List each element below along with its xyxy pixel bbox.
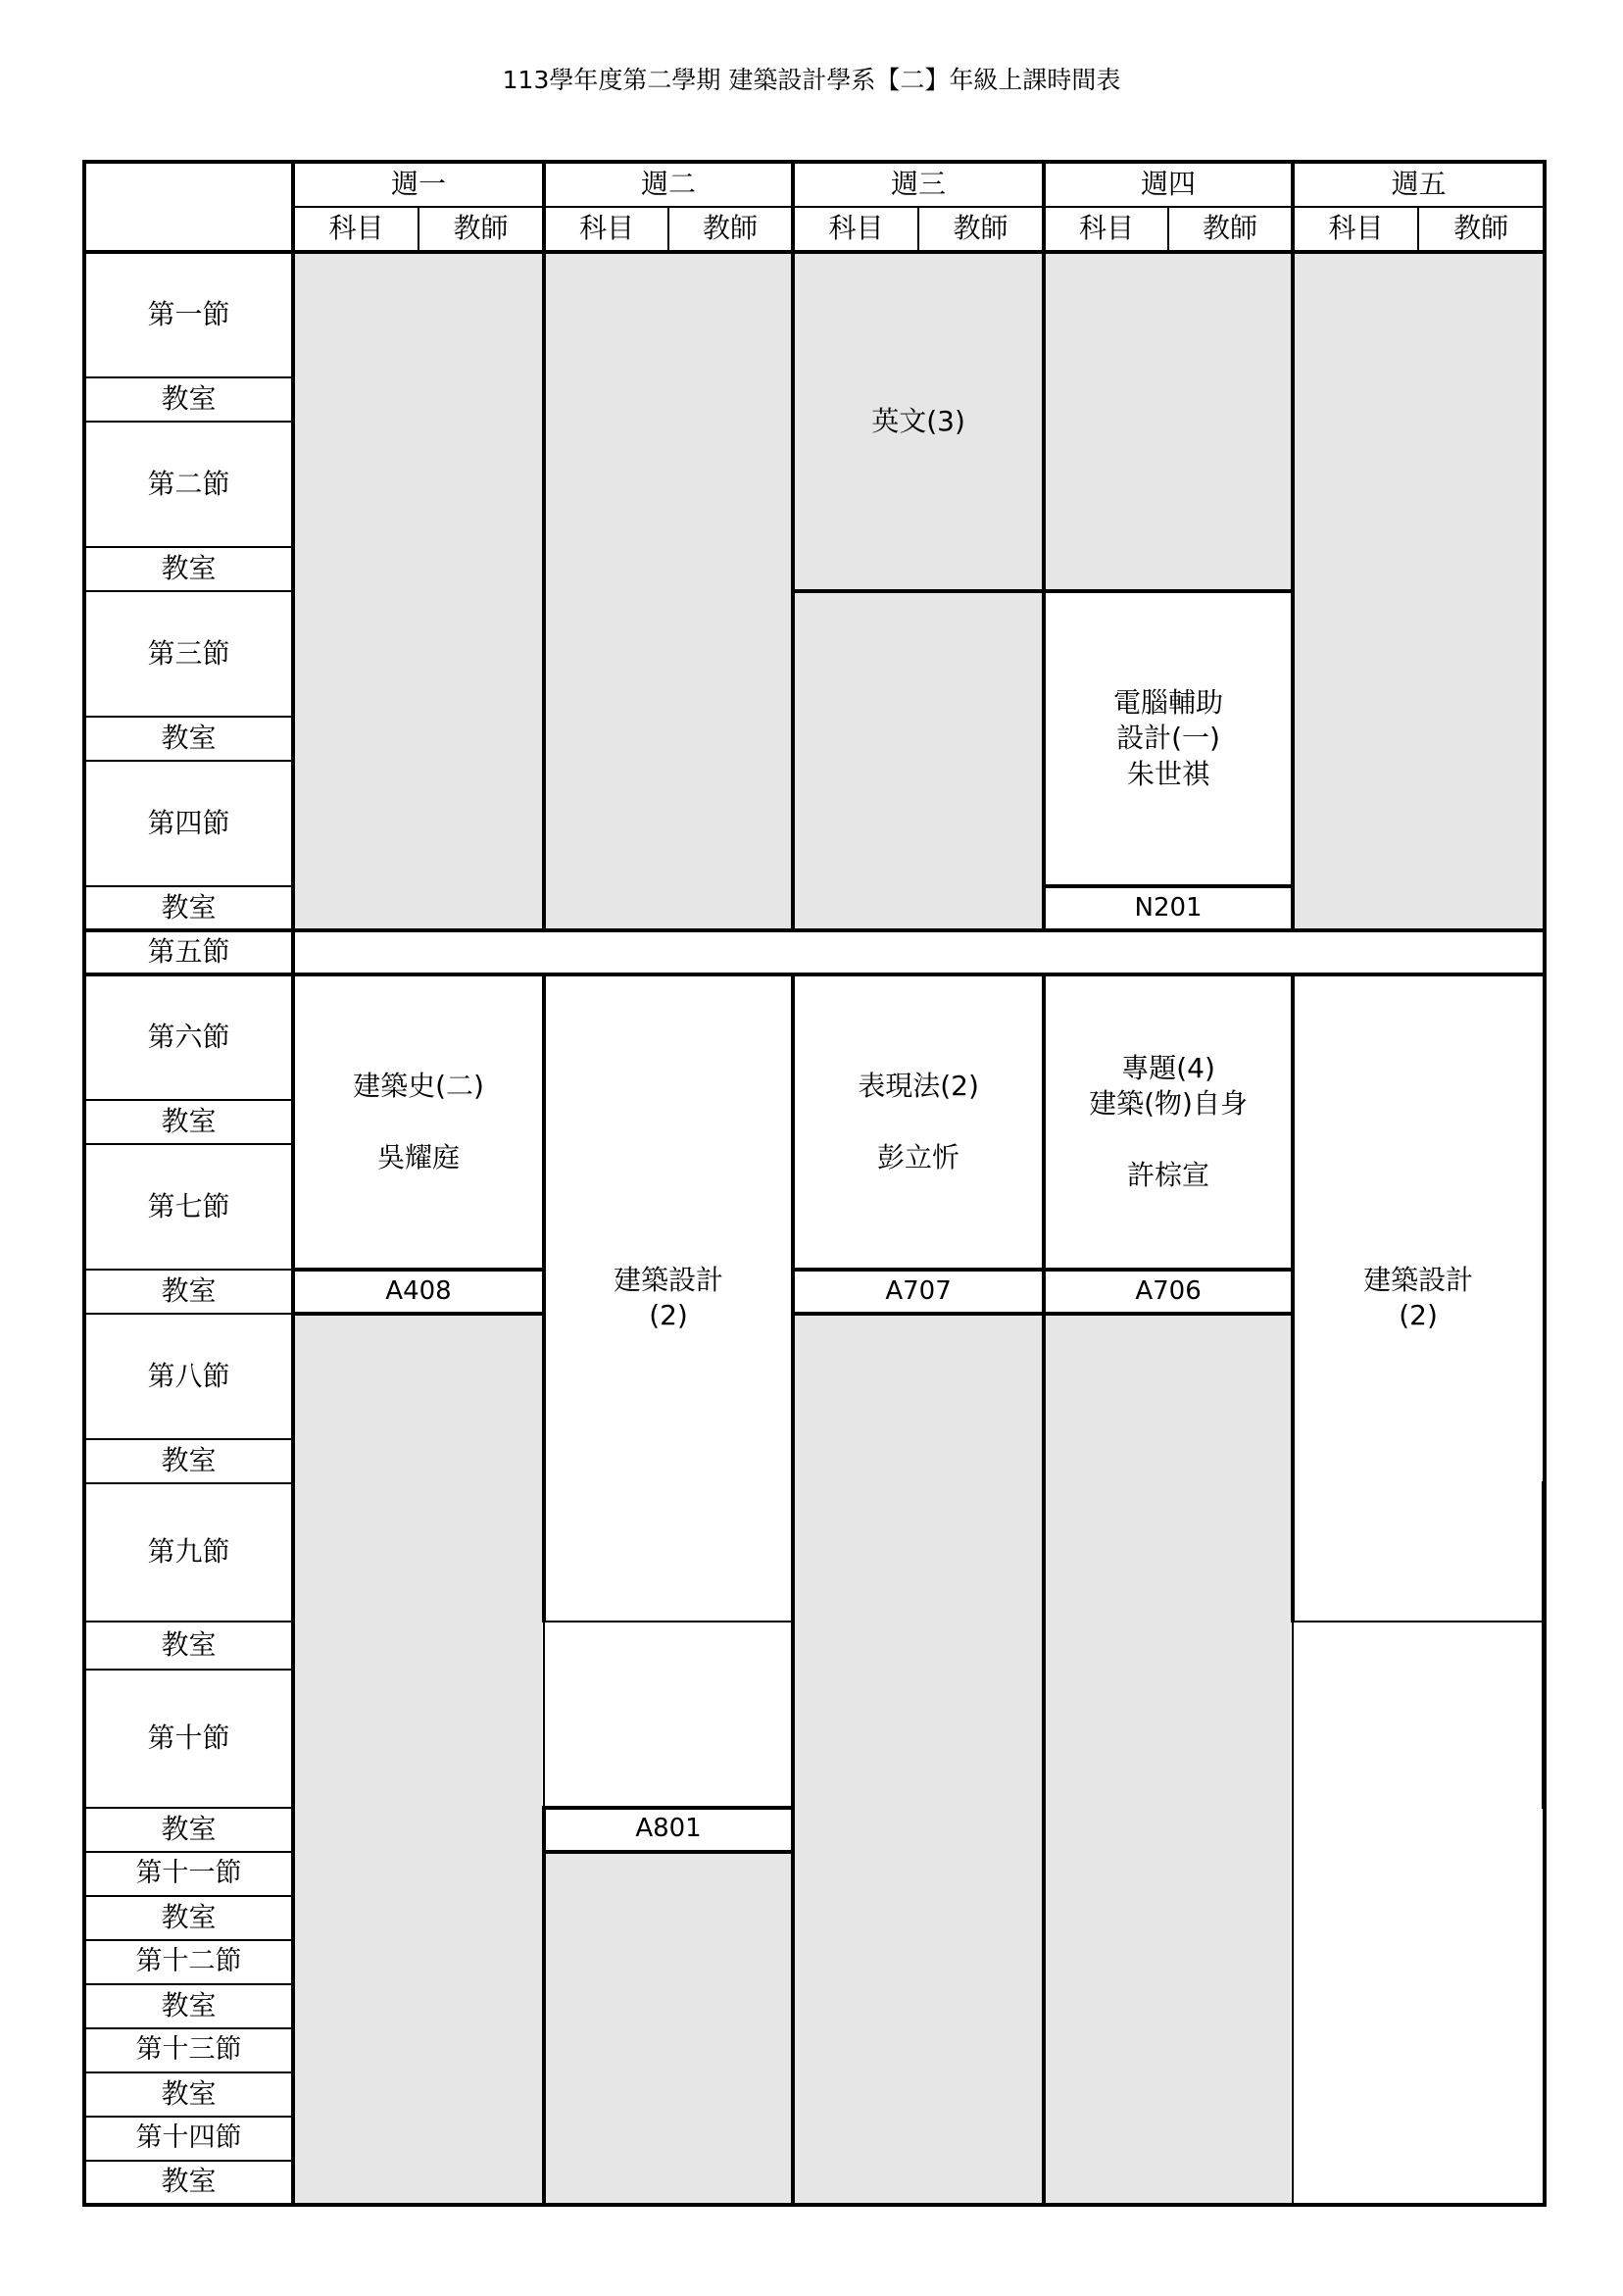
period-label: 第四節 xyxy=(84,761,293,886)
subject-header: 科目 xyxy=(1044,207,1168,252)
period-label: 第七節 xyxy=(84,1144,293,1270)
teacher-header: 教師 xyxy=(1418,207,1544,252)
room-label: 教室 xyxy=(84,886,293,930)
room-cell: A706 xyxy=(1044,1270,1293,1314)
room-cell: A408 xyxy=(293,1270,544,1314)
room-label: 教室 xyxy=(84,1984,293,2028)
room-label: 教室 xyxy=(84,1896,293,1940)
course-cell: 表現法(2) 彭立忻 xyxy=(793,974,1044,1270)
day-header-thu: 週四 xyxy=(1044,162,1293,207)
page-title: 113學年度第二學期 建築設計學系【二】年級上課時間表 xyxy=(502,66,1121,94)
period-label: 第八節 xyxy=(84,1314,293,1439)
room-label: 教室 xyxy=(84,547,293,591)
teacher-header: 教師 xyxy=(1168,207,1293,252)
period-label: 第九節 xyxy=(84,1483,293,1622)
course-cell: 專題(4) 建築(物)自身 許棕宣 xyxy=(1044,974,1293,1270)
empty-slot xyxy=(544,1852,793,2205)
course-cell: 英文(3) xyxy=(793,252,1044,591)
subject-header: 科目 xyxy=(544,207,668,252)
empty-slot xyxy=(544,252,793,930)
empty-slot xyxy=(293,252,544,930)
course-cell: 建築設計 (2) xyxy=(544,974,793,1622)
empty-slot xyxy=(1044,252,1293,591)
course-cell: 建築設計 (2) xyxy=(1293,974,1544,1622)
day-header-wed: 週三 xyxy=(793,162,1044,207)
room-label: 教室 xyxy=(84,2161,293,2205)
room-label: 教室 xyxy=(84,377,293,422)
period-label: 第十節 xyxy=(84,1670,293,1808)
room-label: 教室 xyxy=(84,1622,293,1670)
subject-header: 科目 xyxy=(293,207,418,252)
period-label: 第十二節 xyxy=(84,1940,293,1984)
corner-cell xyxy=(84,162,293,252)
empty-slot xyxy=(793,1314,1044,2205)
period-label: 第一節 xyxy=(84,252,293,377)
period-label: 第十四節 xyxy=(84,2117,293,2161)
day-header-tue: 週二 xyxy=(544,162,793,207)
course-cell: 電腦輔助 設計(一) 朱世祺 xyxy=(1044,591,1293,886)
lunch-break-row xyxy=(293,930,1544,974)
subject-header: 科目 xyxy=(793,207,918,252)
room-label: 教室 xyxy=(84,1270,293,1314)
room-cell: N201 xyxy=(1044,886,1293,930)
room-label: 教室 xyxy=(84,1439,293,1483)
room-label: 教室 xyxy=(84,1808,293,1852)
day-header-mon: 週一 xyxy=(293,162,544,207)
day-header-fri: 週五 xyxy=(1293,162,1544,207)
room-label: 教室 xyxy=(84,1100,293,1144)
room-cell: A707 xyxy=(793,1270,1044,1314)
period-label: 第二節 xyxy=(84,422,293,547)
period-label: 第五節 xyxy=(84,930,293,974)
room-label: 教室 xyxy=(84,2072,293,2117)
course-cell: 建築史(二) 吳耀庭 xyxy=(293,974,544,1270)
empty-slot xyxy=(1293,252,1544,930)
teacher-header: 教師 xyxy=(418,207,544,252)
empty-slot xyxy=(793,591,1044,930)
period-label: 第三節 xyxy=(84,591,293,717)
room-label: 教室 xyxy=(84,717,293,761)
period-label: 第十一節 xyxy=(84,1852,293,1896)
empty-slot xyxy=(293,1314,544,2205)
empty-slot xyxy=(1044,1314,1293,2205)
period-label: 第十三節 xyxy=(84,2028,293,2072)
teacher-header: 教師 xyxy=(668,207,793,252)
teacher-header: 教師 xyxy=(918,207,1044,252)
timetable xyxy=(82,160,1547,2207)
room-cell: A801 xyxy=(544,1808,793,1852)
subject-header: 科目 xyxy=(1293,207,1418,252)
period-label: 第六節 xyxy=(84,974,293,1100)
